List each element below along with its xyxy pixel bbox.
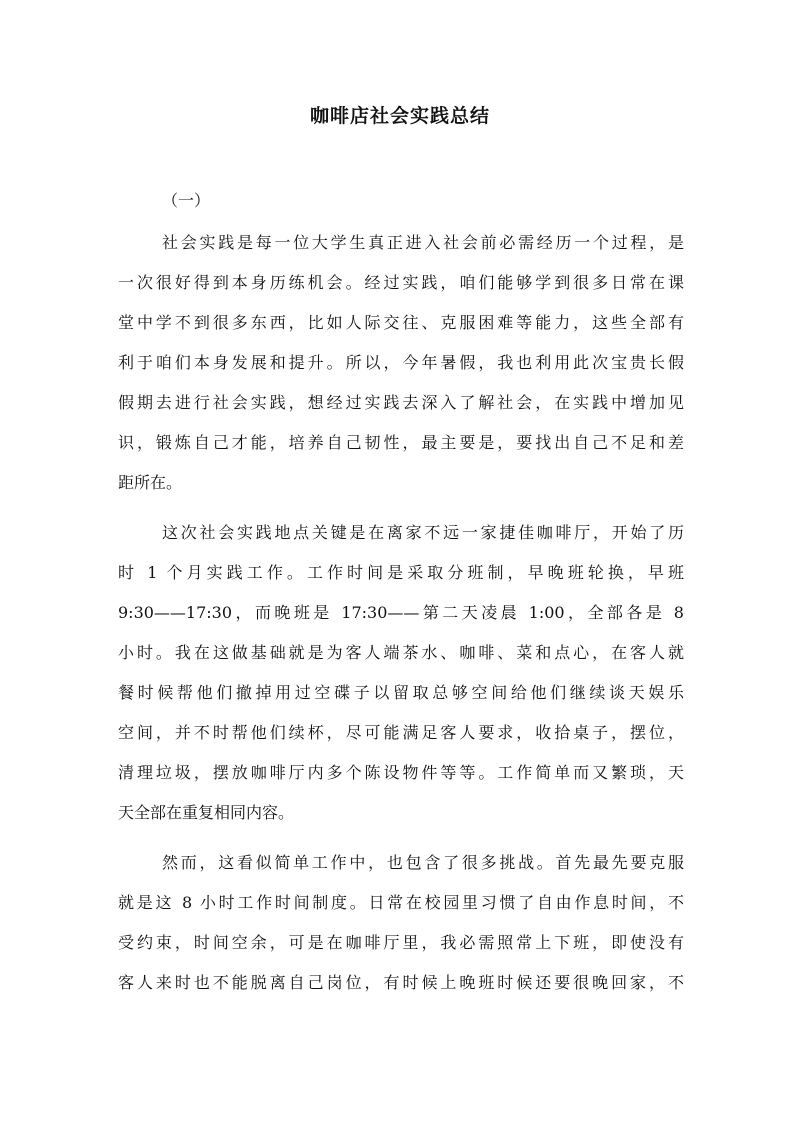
paragraph-1-line-4: 利于咱们本身发展和提升。所以，今年暑假，我也利用此次宝贵长假	[118, 353, 684, 372]
paragraph-1-line-6: 识，锻炼自己才能，培养自己韧性，最主要是，要找出自己不足和差	[118, 433, 684, 452]
paragraph-2-line-8: 天全部在重复相同内容。	[118, 803, 295, 822]
section-label: （一）	[162, 191, 211, 210]
paragraph-3-line-3: 受约束，时间空余，可是在咖啡厅里，我必需照常上下班，即使没有	[118, 933, 684, 952]
paragraph-1-line-7: 距所在。	[118, 473, 183, 492]
paragraph-2-line-6: 空间，并不时帮他们续杯，尽可能满足客人要求，收拾桌子，摆位，	[118, 723, 684, 742]
paragraph-1-line-2: 一次很好得到本身历练机会。经过实践，咱们能够学到很多日常在课	[118, 273, 684, 292]
paragraph-2-line-1: 这次社会实践地点关键是在离家不远一家捷佳咖啡厅，开始了历	[162, 523, 684, 542]
paragraph-3-line-2: 就是这 8 小时工作时间制度。日常在校园里习惯了自由作息时间，不	[118, 893, 684, 912]
paragraph-1-line-1: 社会实践是每一位大学生真正进入社会前必需经历一个过程，是	[162, 233, 684, 252]
paragraph-1-line-5: 假期去进行社会实践，想经过实践去深入了解社会，在实践中增加见	[118, 393, 684, 412]
paragraph-3-line-1: 然而，这看似简单工作中，也包含了很多挑战。首先最先要克服	[162, 853, 684, 872]
paragraph-1-line-3: 堂中学不到很多东西，比如人际交往、克服困难等能力，这些全部有	[118, 313, 684, 332]
paragraph-3-line-4: 客人来时也不能脱离自己岗位，有时候上晚班时候还要很晚回家，不	[118, 973, 684, 992]
document-title: 咖啡店社会实践总结	[309, 105, 490, 127]
paragraph-2-line-7: 清理垃圾，摆放咖啡厅内多个陈设物件等等。工作简单而又繁琐，天	[118, 763, 684, 782]
paragraph-2-line-5: 餐时候帮他们撤掉用过空碟子以留取总够空间给他们继续谈天娱乐	[118, 683, 684, 702]
paragraph-2-line-3: 9:30——17:30，而晚班是 17:30——第二天凌晨 1:00，全部各是 8	[118, 603, 684, 622]
paragraph-2-line-4: 小时。我在这做基础就是为客人端茶水、咖啡、菜和点心，在客人就	[118, 643, 684, 662]
paragraph-2-line-2: 时 1 个月实践工作。工作时间是采取分班制，早晚班轮换，早班	[118, 563, 684, 582]
